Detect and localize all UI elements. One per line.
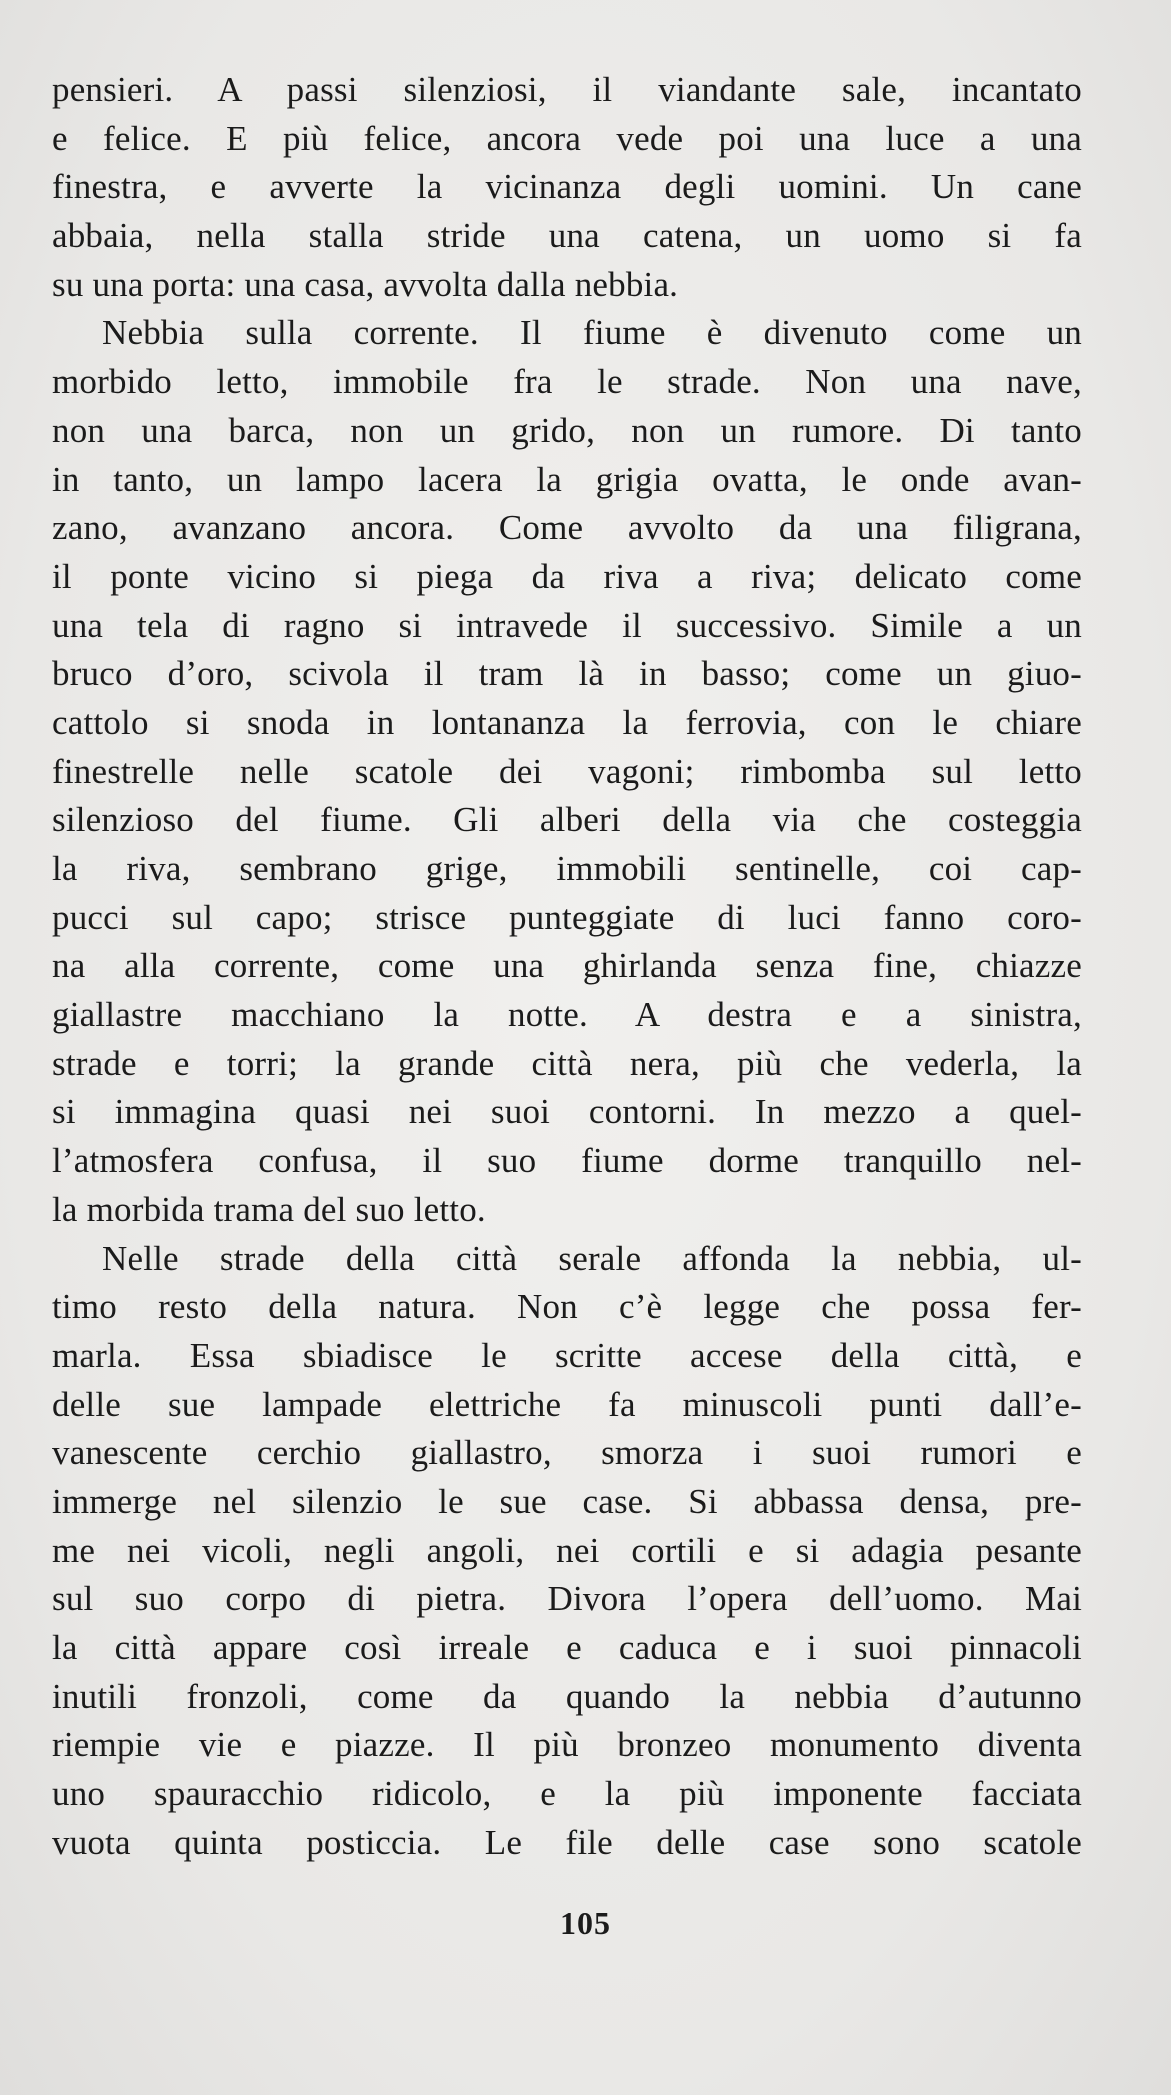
text-line: su una porta: una casa, avvolta dalla nebbia. xyxy=(52,264,679,304)
text-line: il ponte vicino si piega da riva a riva; delicato come xyxy=(52,556,1082,596)
text-line: timo resto della natura. Non c’è legge che possa fer- xyxy=(52,1287,1082,1327)
text-line: pucci sul capo; strisce punteggiate di luci fanno coro- xyxy=(52,897,1082,937)
text-line: delle sue lampade elettriche fa minuscoli punti dall’e- xyxy=(52,1384,1082,1424)
text-line: la riva, sembrano grige, immobili sentinelle, coi cap- xyxy=(52,849,1082,888)
text-line: non una barca, non un grido, non un rumore. Di tanto xyxy=(52,410,1082,450)
text-line: riempie vie e piazze. Il più bronzeo monumento diventa xyxy=(52,1725,1082,1765)
text-line: abbaia, nella stalla stride una catena, un uomo si fa xyxy=(52,216,1082,256)
text-line: vanescente cerchio giallastro, smorza i suoi rumori e xyxy=(52,1433,1082,1473)
text-line: sul suo corpo di pietra. Divora l’opera dell’uomo. Mai xyxy=(52,1579,1082,1619)
text-line: me nei vicoli, negli angoli, nei cortili e si adagia pesante xyxy=(52,1530,1082,1570)
text-line: in tanto, un lampo lacera la grigia ovatta, le onde avan- xyxy=(52,459,1082,499)
text-line: giallastre macchiano la notte. A destra e a sinistra, xyxy=(52,995,1082,1035)
text-line: l’atmosfera confusa, il suo fiume dorme tranquillo nel- xyxy=(52,1141,1082,1181)
text-line: Nelle strade della città serale affonda la nebbia, ul- xyxy=(102,1238,1082,1278)
text-line: Nebbia sulla corrente. Il fiume è divenuto come un xyxy=(102,313,1082,353)
body-text xyxy=(52,66,1082,1867)
text-line: na alla corrente, come una ghirlanda senza fine, chiazze xyxy=(52,946,1082,986)
text-line: vuota quinta posticcia. Le file delle case sono scatole xyxy=(52,1822,1082,1862)
text-line: uno spauracchio ridicolo, e la più imponente facciata xyxy=(52,1774,1082,1814)
text-line: strade e torri; la grande città nera, più che vederla, la xyxy=(52,1043,1082,1083)
text-line: si immagina quasi nei suoi contorni. In mezzo a quel- xyxy=(52,1092,1082,1132)
text-line: morbido letto, immobile fra le strade. Non una nave, xyxy=(52,362,1082,402)
text-line: e felice. E più felice, ancora vede poi una luce a una xyxy=(52,118,1082,158)
text-line: finestrelle nelle scatole dei vagoni; rimbomba sul letto xyxy=(52,751,1082,791)
text-line: finestra, e avverte la vicinanza degli uomini. Un cane xyxy=(52,167,1082,207)
text-line: la morbida trama del suo letto. xyxy=(52,1189,486,1229)
text-line: cattolo si snoda in lontananza la ferrovia, con le chiare xyxy=(52,702,1082,742)
text-line: bruco d’oro, scivola il tram là in basso; come un giuo- xyxy=(52,654,1082,694)
text-line: zano, avanzano ancora. Come avvolto da una filigrana, xyxy=(52,508,1082,548)
text-line: inutili fronzoli, come da quando la nebbia d’autunno xyxy=(52,1676,1082,1716)
text-line: immerge nel silenzio le sue case. Si abbassa densa, pre- xyxy=(52,1481,1082,1521)
text-line: pensieri. A passi silenziosi, il viandante sale, incantato xyxy=(52,70,1082,109)
text-line: marla. Essa sbiadisce le scritte accese della città, e xyxy=(52,1335,1082,1375)
text-line: silenzioso del fiume. Gli alberi della via che costeggia xyxy=(52,800,1082,840)
text-line: la città appare così irreale e caduca e i suoi pinnacoli xyxy=(52,1628,1082,1667)
page-number: 105 xyxy=(560,1905,611,1941)
text-line: una tela di ragno si intravede il successivo. Simile a un xyxy=(52,605,1082,645)
